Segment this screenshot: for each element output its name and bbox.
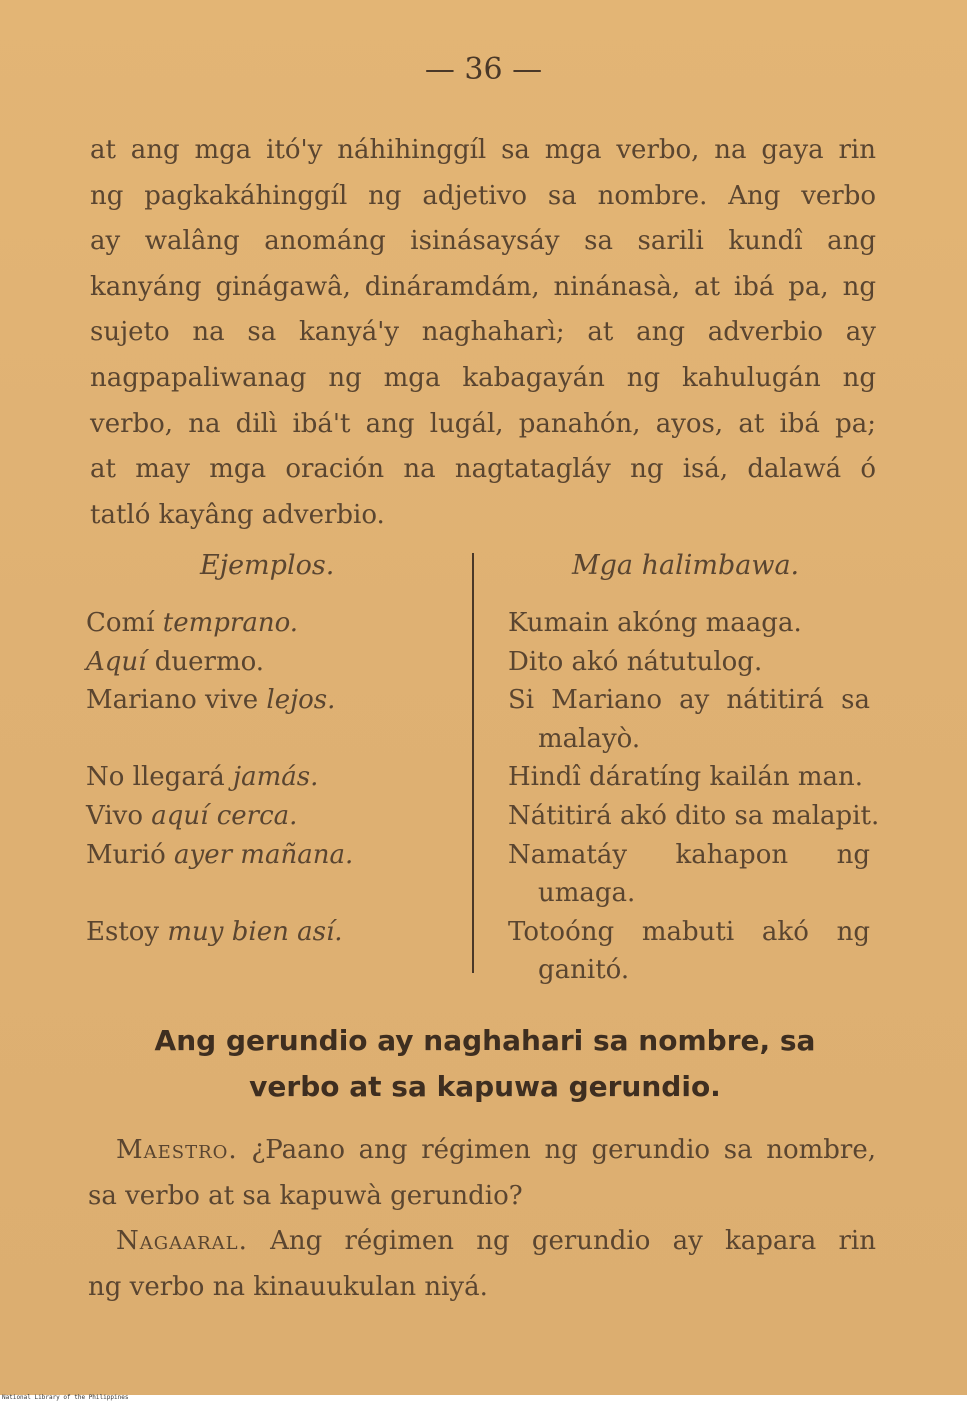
spanish-example: Comí temprano. — [86, 608, 299, 638]
tagalog-example: Namatáy kahapon ng — [508, 839, 870, 870]
examples-header-tagalog: Mga halimbawa. — [572, 550, 800, 581]
spanish-example: No llegará jamás. — [86, 762, 319, 793]
body-paragraph — [90, 128, 876, 538]
tagalog-example-cont: umaga. — [538, 878, 636, 909]
paragraph-line: verbo, na dilì ibá't ang lugál, panahón, ayos, at ibá pa; — [90, 408, 876, 439]
spanish-example: Murió ayer mañana. — [86, 839, 354, 870]
nagaaral-answer: Nagaaral. Ang régimen ng gerundio ay kapara rin — [116, 1226, 876, 1257]
maestro-question-cont: sa verbo at sa kapuwà gerundio? — [88, 1180, 523, 1211]
dialogue — [88, 1128, 876, 1310]
tagalog-example: Si Mariano ay nátitirá sa — [508, 685, 870, 716]
paragraph-line: at may mga oración na nagtatagláy ng isá, dalawá ó — [90, 454, 876, 485]
spanish-example: Vivo aquí cerca. — [86, 800, 298, 831]
column-divider — [472, 553, 474, 973]
page-number: — 36 — — [424, 52, 543, 87]
heading-line: verbo at sa kapuwa gerundio. — [249, 1070, 721, 1103]
nagaaral-answer-cont: ng verbo na kinauukulan niyá. — [88, 1271, 488, 1302]
spanish-example: Aquí duermo. — [86, 646, 265, 677]
paragraph-line: kanyáng ginágawâ, dináramdám, ninánasà, at ibá pa, ng — [90, 271, 876, 302]
footer-credit: National Library of the Philippines — [2, 1394, 129, 1401]
maestro-question: Maestro. ¿Paano ang régimen ng gerundio sa nombre, — [116, 1135, 877, 1165]
paragraph-line: tatló kayâng adverbio. — [90, 499, 385, 530]
examples-header-spanish: Ejemplos. — [200, 550, 335, 581]
section-heading — [100, 1018, 870, 1110]
spanish-example: Mariano vive lejos. — [86, 685, 336, 716]
speaker-label: Maestro. — [116, 1135, 238, 1165]
paragraph-line: ng pagkakáhinggíl ng adjetivo sa nombre. Ang verbo — [90, 180, 876, 211]
speaker-label: Nagaaral. — [116, 1226, 248, 1257]
paragraph-line: sujeto na sa kanyá'y naghaharì; at ang adverbio ay — [90, 317, 876, 348]
tagalog-example: Hindî dáratíng kailán man. — [508, 762, 864, 793]
tagalog-examples — [508, 604, 880, 990]
footer-strip — [0, 1395, 967, 1403]
paragraph-line: ay walâng anománg isinásaysáy sa sarili kundî ang — [90, 226, 876, 257]
tagalog-example: Kumain akóng maaga. — [508, 608, 802, 638]
paragraph-line: at ang mga itó'y náhihinggíl sa mga verbo, na gaya rin — [90, 135, 876, 165]
tagalog-example-cont: ganitó. — [538, 955, 630, 986]
spanish-examples — [86, 604, 353, 951]
spanish-example: Estoy muy bien así. — [86, 916, 343, 947]
heading-line: Ang gerundio ay naghahari sa nombre, sa — [154, 1024, 816, 1057]
tagalog-example: Totoóng mabuti akó ng — [508, 916, 870, 947]
tagalog-example-cont: malayò. — [538, 723, 641, 754]
paragraph-line: nagpapaliwanag ng mga kabagayán ng kahulugán ng — [90, 362, 876, 393]
tagalog-example: Dito akó nátutulog. — [508, 646, 763, 677]
tagalog-example: Nátitirá akó dito sa malapit. — [508, 800, 880, 831]
